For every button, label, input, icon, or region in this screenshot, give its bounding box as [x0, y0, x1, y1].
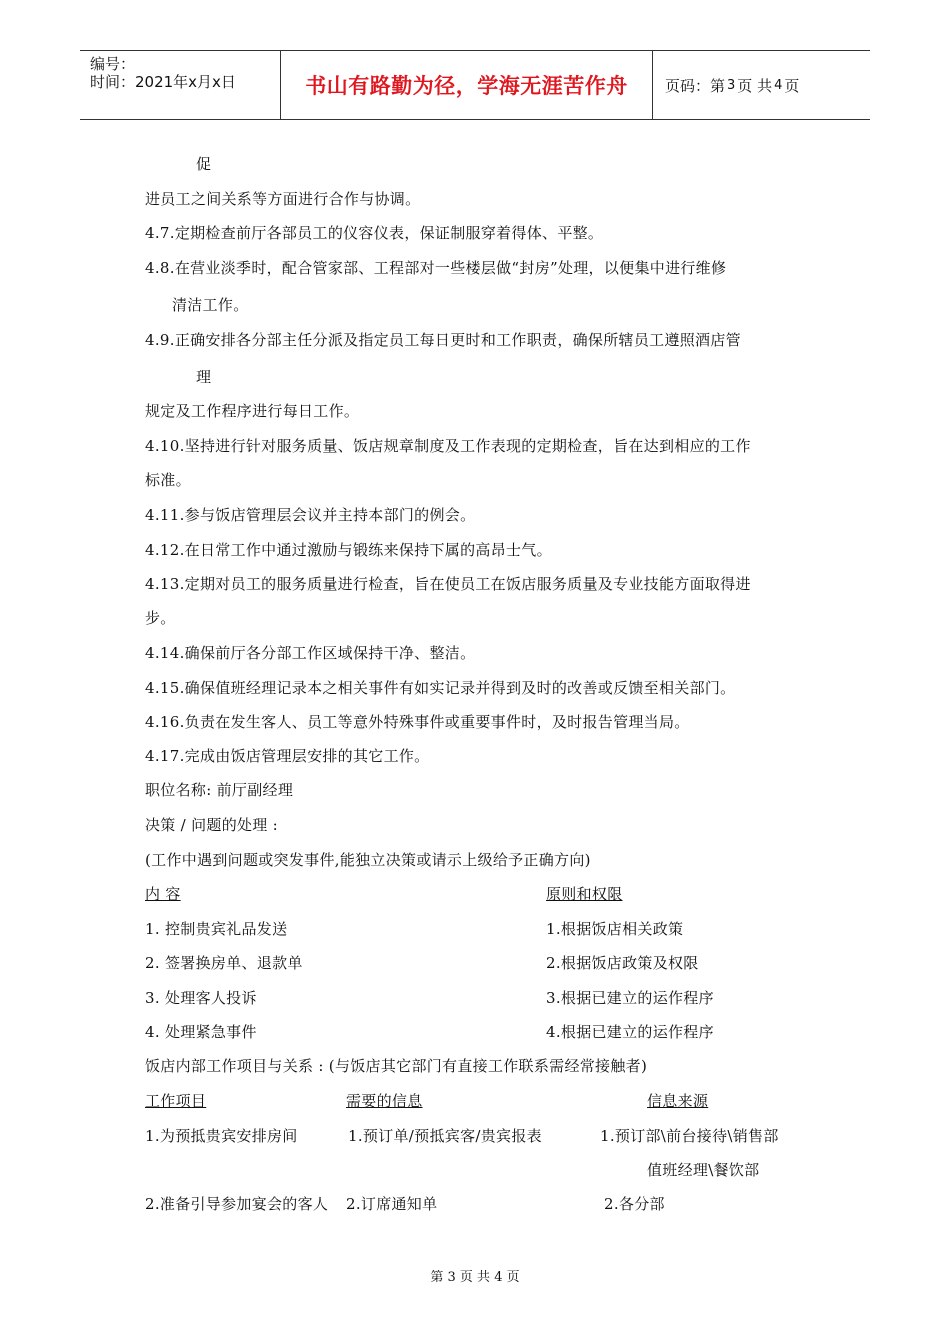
relations-col-item: 工作项目 [145, 1092, 207, 1110]
body-line: 4.12.在日常工作中通过激励与锻练来保持下属的高昂士气。 [145, 541, 552, 559]
body-line: 促 [196, 155, 212, 173]
relations-row-source: 1.预订部\前台接待\销售部 [600, 1127, 779, 1145]
decision-row-content: 2. 签署换房单、退款单 [145, 954, 303, 972]
relations-heading: 饭店内部工作项目与关系 : (与饭店其它部门有直接工作联系需经常接触者) [145, 1057, 648, 1075]
header-motto-cell [281, 51, 653, 119]
position-title: 职位名称: 前厅副经理 [145, 781, 294, 799]
body-line: 步。 [145, 609, 176, 627]
body-line: 4.13.定期对员工的服务质量进行检查，旨在使员工在饭店服务质量及专业技能方面取得进 [145, 575, 751, 593]
decision-row-content: 4. 处理紧急事件 [145, 1023, 257, 1041]
body-line: 4.15.确保值班经理记录本之相关事件有如实记录并得到及时的改善或反馈至相关部门。 [145, 679, 736, 697]
body-line: 4.9.正确安排各分部主任分派及指定员工每日更时和工作职责，确保所辖员工遵照酒店管 [145, 331, 741, 349]
page-total: 4 [774, 77, 783, 93]
body-line: 4.8.在营业淡季时，配合管家部、工程部对一些楼层做“封房”处理，以便集中进行维修 [145, 259, 727, 277]
body-line: 4.14.确保前厅各分部工作区域保持干净、整洁。 [145, 644, 476, 662]
relations-row-item: 2.准备引导参加宴会的客人 [145, 1195, 329, 1213]
decision-row-principle: 3.根据已建立的运作程序 [546, 989, 714, 1007]
decision-row-content: 3. 处理客人投诉 [145, 989, 257, 1007]
page-footer: 第 3 页 共 4 页 [430, 1270, 520, 1285]
page-suffix: 页 [784, 76, 800, 95]
page-number: 3 [727, 77, 736, 93]
relations-row-item: 1.为预抵贵宾安排房间 [145, 1127, 298, 1145]
body-line: 标准。 [145, 471, 191, 489]
body-line: 4.17.完成由饭店管理层安排的其它工作。 [145, 747, 430, 765]
relations-row-source-cont: 值班经理\餐饮部 [647, 1161, 760, 1179]
header-motto: 书山有路勤为径，学海无涯苦作舟 [305, 74, 628, 98]
header-page-info [653, 51, 870, 119]
page-header [80, 50, 870, 120]
decision-col-principle: 原则和权限 [546, 885, 623, 903]
relations-row-info: 1.预订单/预抵宾客/贵宾报表 [348, 1127, 542, 1145]
body-line: 清洁工作。 [172, 296, 249, 314]
relations-col-source: 信息来源 [647, 1092, 709, 1110]
decision-col-content: 内 容 [145, 885, 181, 903]
body-line: 4.10.坚持进行针对服务质量、饭店规章制度及工作表现的定期检查，旨在达到相应的工作 [145, 437, 751, 455]
body-line: 4.11.参与饭店管理层会议并主持本部门的例会。 [145, 506, 476, 524]
header-meta [80, 51, 281, 119]
body-line: 理 [196, 368, 212, 386]
relations-col-info: 需要的信息 [346, 1092, 423, 1110]
decision-row-principle: 4.根据已建立的运作程序 [546, 1023, 714, 1041]
document-number-label: 编号： [90, 55, 136, 73]
relations-row-info: 2.订席通知单 [346, 1195, 438, 1213]
relations-row-source: 2.各分部 [604, 1195, 665, 1213]
body-line: 4.7.定期检查前厅各部员工的仪容仪表，保证制服穿着得体、平整。 [145, 224, 604, 242]
decision-row-principle: 2.根据饭店政策及权限 [546, 954, 699, 972]
decision-row-principle: 1.根据饭店相关政策 [546, 920, 684, 938]
body-line: 4.16.负责在发生客人、员工等意外特殊事件或重要事件时，及时报告管理当局。 [145, 713, 690, 731]
decision-note: (工作中遇到问题或突发事件,能独立决策或请示上级给予正确方向) [145, 851, 591, 869]
decision-heading: 决策 / 问题的处理 : [145, 816, 279, 834]
body-line: 规定及工作程序进行每日工作。 [145, 402, 360, 420]
page-mid: 页 共 [737, 76, 773, 95]
page-prefix: 页码：第 [665, 76, 726, 95]
document-time: 时间：2021年x月x日 [90, 73, 236, 91]
body-line: 进员工之间关系等方面进行合作与协调。 [145, 190, 421, 208]
decision-row-content: 1. 控制贵宾礼品发送 [145, 920, 288, 938]
